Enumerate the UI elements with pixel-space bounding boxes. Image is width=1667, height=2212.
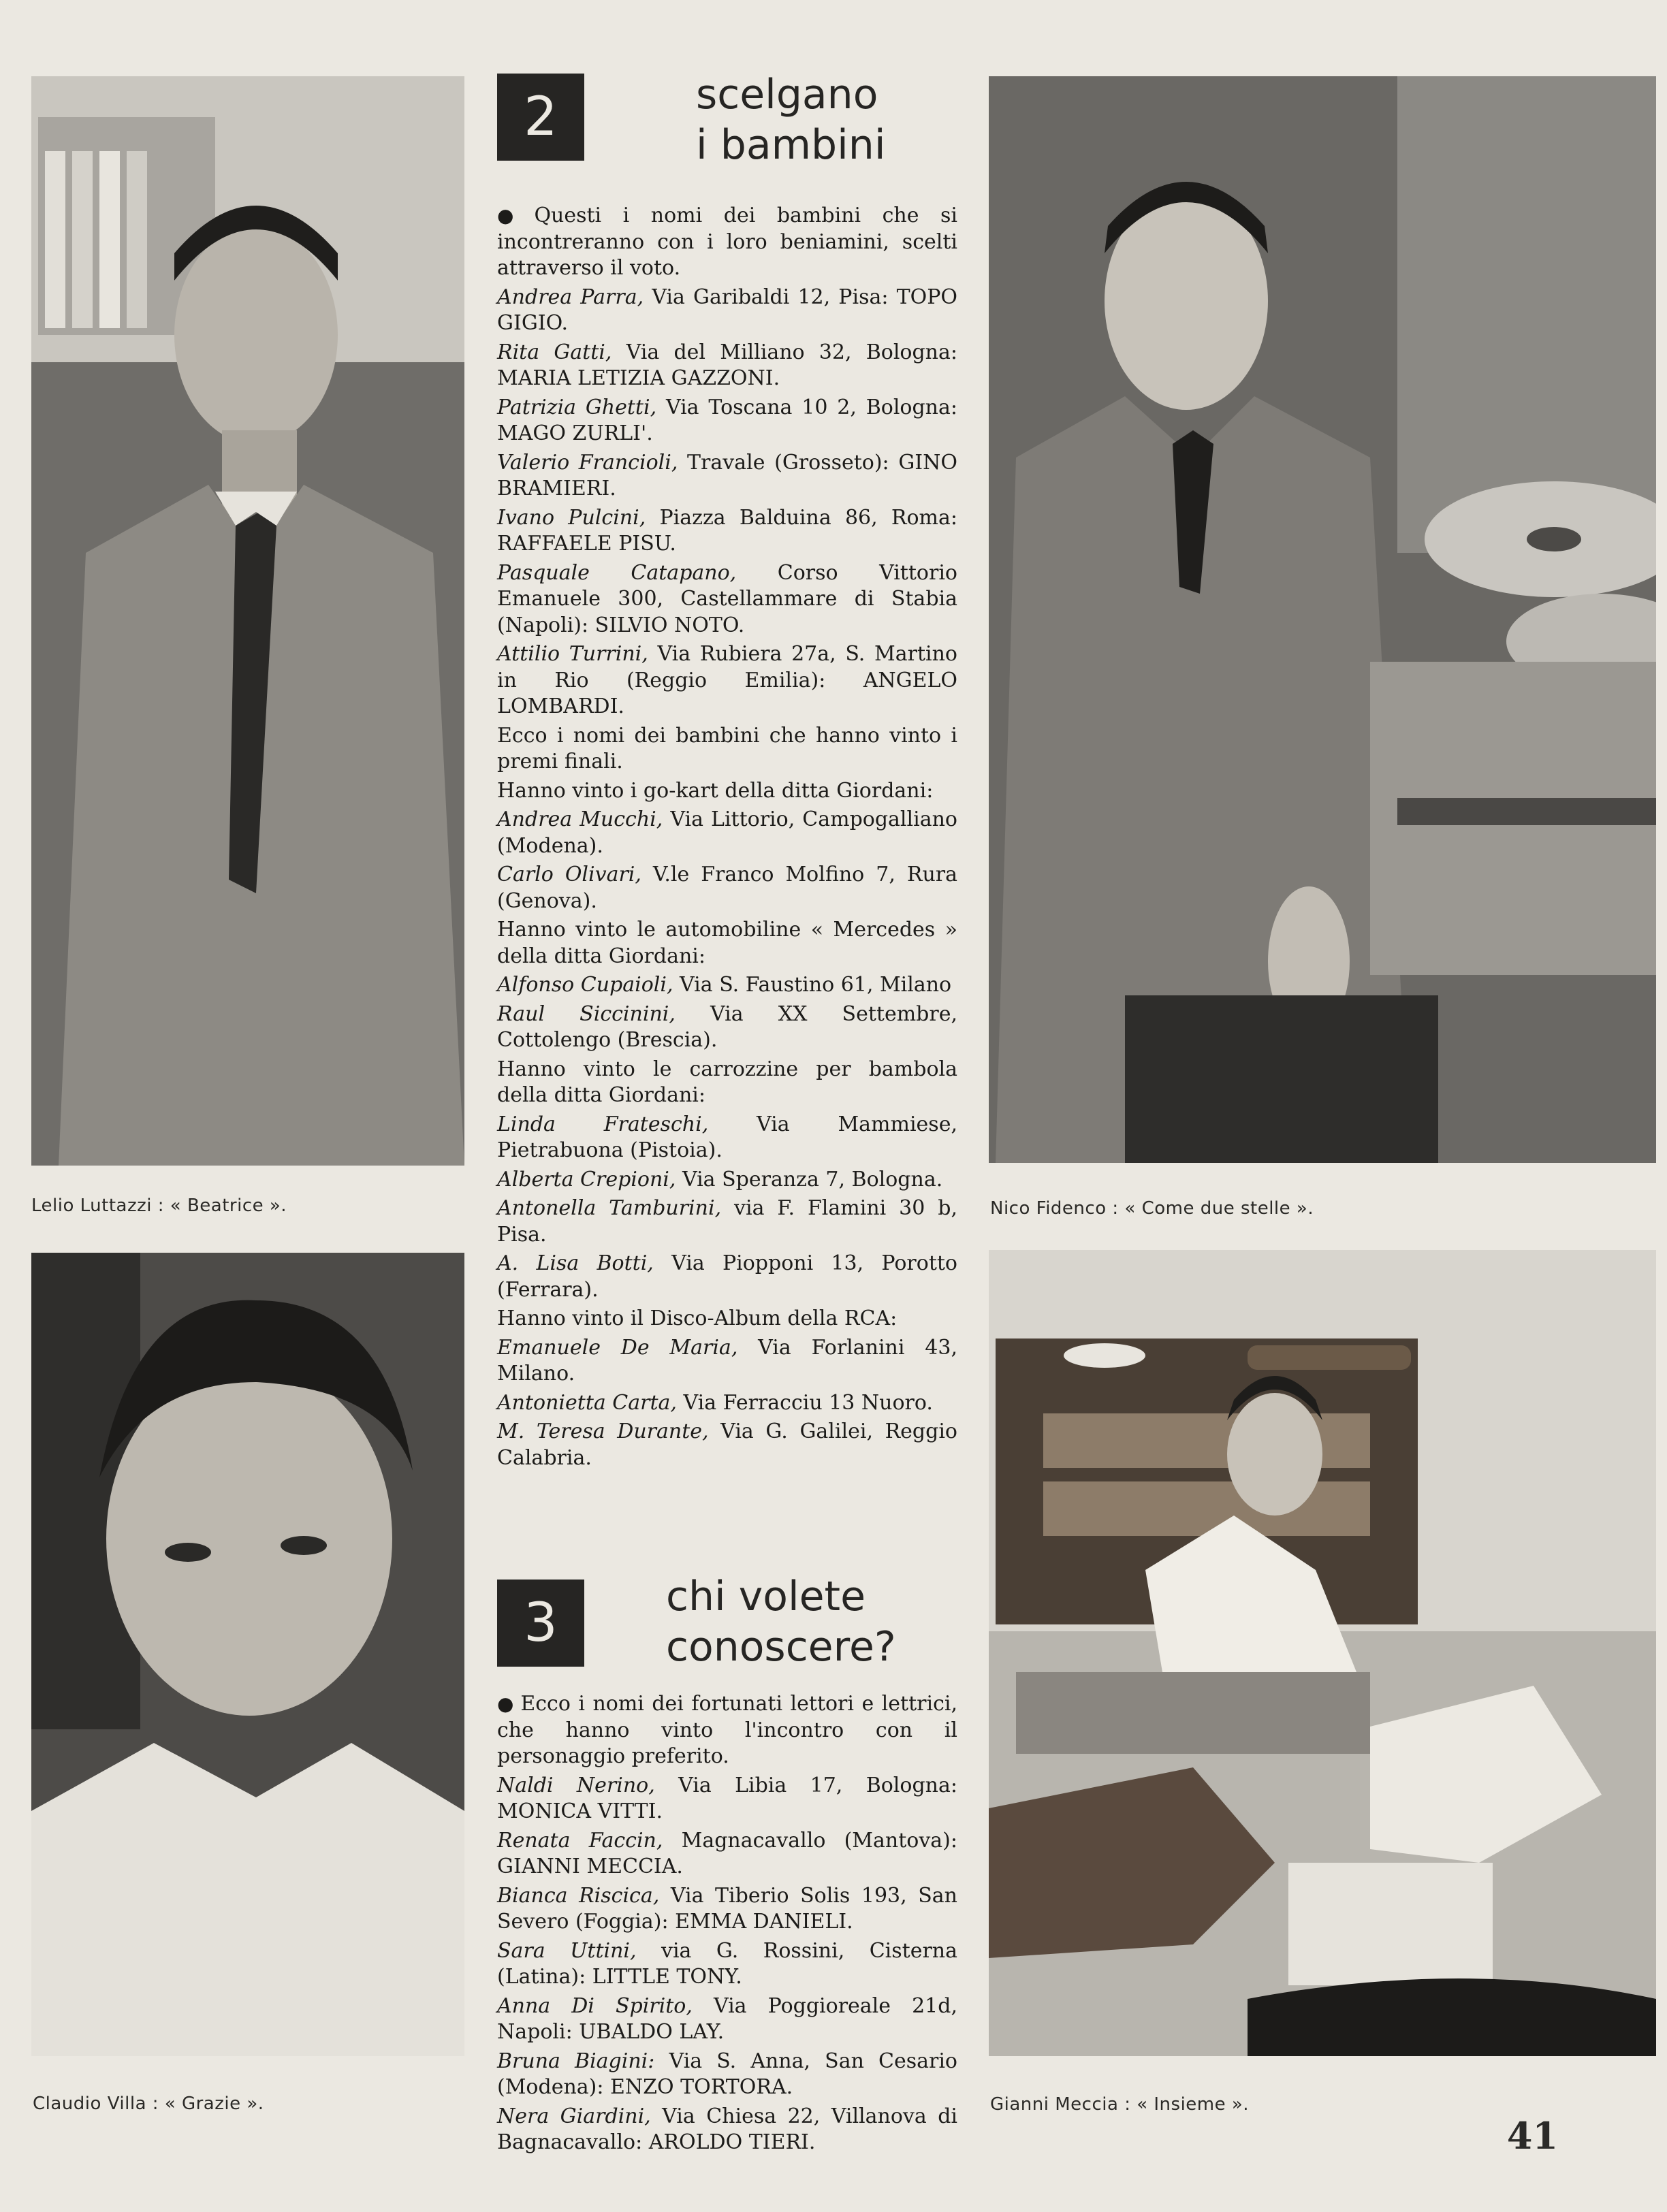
list-item: Carlo Olivari, V.le Franco Molfino 7, Rura (Genova).: [497, 863, 957, 913]
section2-body: [497, 203, 957, 1474]
list-item: Antonietta Carta, Via Ferracciu 13 Nuoro.: [497, 1390, 933, 1415]
photo-nico-fidenco: [989, 76, 1656, 1163]
page-number: 41: [1506, 2114, 1558, 2158]
list-item: Pasquale Catapano, Corso Vittorio Emanuele 300, Castellammare di Stabia (Napoli): SILVIO NOTO.: [497, 560, 957, 637]
photo-lelio-luttazzi: [31, 76, 464, 1166]
list-item: Alberta Crepioni, Via Speranza 7, Bologna.: [497, 1167, 943, 1191]
list-item: Andrea Mucchi, Via Littorio, Campogalliano (Modena).: [497, 807, 957, 858]
list-item: Rita Gatti, Via del Milliano 32, Bologna: MARIA LETIZIA GAZZONI.: [497, 340, 957, 390]
list-item: Sara Uttini, via G. Rossini, Cisterna (Latina): LITTLE TONY.: [497, 1938, 957, 1989]
list-item: Patrizia Ghetti, Via Toscana 10 2, Bologna: MAGO ZURLI'.: [497, 395, 957, 445]
section3-intro: ● Ecco i nomi dei fortunati lettori e lettrici, che hanno vinto l'incontro con il personaggio preferito.: [497, 1692, 957, 1768]
list-item: Antonella Tamburini, via F. Flamini 30 b, Pisa.: [497, 1196, 957, 1247]
caption-photo2: Nico Fidenco : « Come due stelle ».: [990, 1198, 1314, 1219]
list-item: Naldi Nerino, Via Libia 17, Bologna: MONICA VITTI.: [497, 1773, 957, 1823]
photo-gianni-meccia: [989, 1250, 1656, 2056]
list-item: Attilio Turrini, Via Rubiera 27a, S. Martino in Rio (Reggio Emilia): ANGELO LOMBARDI.: [497, 642, 957, 718]
list-item: Renata Faccin, Magnacavallo (Mantova): GIANNI MECCIA.: [497, 1828, 957, 1878]
section3-title-line1: chi volete: [666, 1573, 866, 1620]
list-item: Bianca Riscica, Via Tiberio Solis 193, San Severo (Foggia): EMMA DANIELI.: [497, 1883, 957, 1934]
photo-claudio-villa: [31, 1253, 464, 2056]
auto-intro: Hanno vinto le automobiline « Mercedes » della ditta Giordani:: [497, 918, 957, 968]
section3-body: [497, 1691, 957, 2159]
list-item: Alfonso Cupaioli, Via S. Faustino 61, Milano: [497, 973, 952, 997]
list-item: Valerio Francioli, Travale (Grosseto): GINO BRAMIERI.: [497, 450, 957, 500]
list-item: Nera Giardini, Via Chiesa 22, Villanova di Bagnacavallo: AROLDO TIERI.: [497, 2104, 957, 2154]
disco-intro: Hanno vinto il Disco-Album della RCA:: [497, 1307, 898, 1330]
carrozzine-intro: Hanno vinto le carrozzine per bambola della ditta Giordani:: [497, 1057, 957, 1107]
gokart-intro: Hanno vinto i go-kart della ditta Giordani:: [497, 778, 934, 803]
list-item: M. Teresa Durante, Via G. Galilei, Reggio Calabria.: [497, 1420, 957, 1470]
caption-photo1: Lelio Luttazzi : « Beatrice ».: [31, 1196, 287, 1216]
section2-title-line1: scelgano: [696, 71, 878, 118]
list-item: A. Lisa Botti, Via Piopponi 13, Porotto (Ferrara).: [497, 1251, 957, 1302]
section2-title-line2: i bambini: [696, 121, 886, 169]
bullet-icon: ●: [497, 204, 529, 227]
winners-intro: Ecco i nomi dei bambini che hanno vinto i premi finali.: [497, 723, 957, 773]
list-item: Emanuele De Maria, Via Forlanini 43, Milano.: [497, 1335, 957, 1385]
list-item: Ivano Pulcini, Piazza Balduina 86, Roma: RAFFAELE PISU.: [497, 505, 957, 556]
section2-intro: ● Questi i nomi dei bambini che si incontreranno con i loro beniamini, scelti attraverso il voto.: [497, 204, 958, 280]
bullet-icon: ●: [497, 1693, 515, 1715]
caption-photo3: Claudio Villa : « Grazie ».: [33, 2094, 264, 2114]
caption-photo4: Gianni Meccia : « Insieme ».: [990, 2094, 1250, 2115]
list-item: Andrea Parra, Via Garibaldi 12, Pisa: TOPO GIGIO.: [497, 285, 957, 335]
section2-entries: [497, 285, 957, 720]
section2-title: [696, 69, 886, 170]
section3-title: [666, 1571, 896, 1672]
list-item: Anna Di Spirito, Via Poggioreale 21d, Napoli: UBALDO LAY.: [497, 1993, 957, 2044]
list-item: Raul Siccinini, Via XX Settembre, Cottolengo (Brescia).: [497, 1001, 957, 1052]
section3-title-line2: conoscere?: [666, 1623, 896, 1671]
list-item: Linda Frateschi, Via Mammiese, Pietrabuona (Pistoia).: [497, 1112, 957, 1162]
list-item: Bruna Biagini: Via S. Anna, San Cesario (Modena): ENZO TORTORA.: [497, 2049, 957, 2099]
section-number-2: 2: [497, 74, 584, 161]
section-number-3: 3: [497, 1580, 584, 1667]
